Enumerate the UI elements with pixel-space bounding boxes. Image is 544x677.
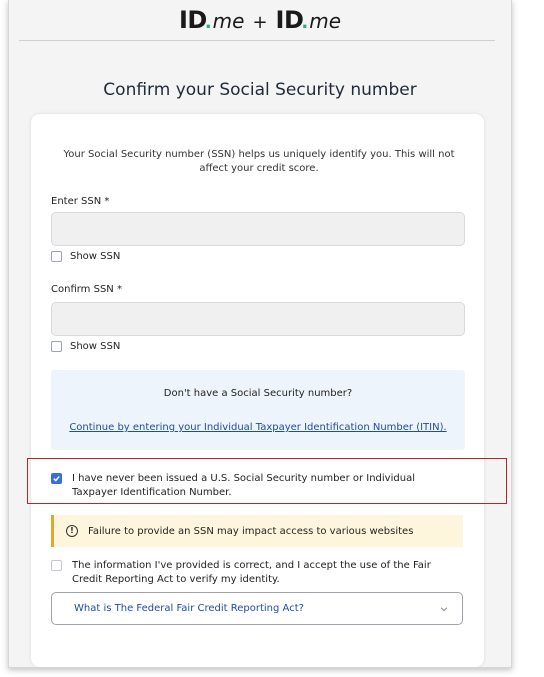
info-icon: !: [66, 525, 78, 537]
logo-right-dot: .: [301, 12, 309, 33]
show-ssn-label-1: Show SSN: [70, 251, 121, 262]
confirm-ssn-label: Confirm SSN *: [51, 284, 122, 295]
itin-panel: [51, 370, 465, 450]
itin-link[interactable]: Continue by entering your Individual Taxpayer Identification Number (ITIN).: [69, 422, 447, 433]
ssn-warning: [51, 515, 463, 547]
header-bar: [9, 0, 511, 40]
logo-left-dot: .: [204, 12, 212, 33]
never-issued-label: I have never been issued a U.S. Social Security number or Individual Taxpayer Identification Number.: [72, 473, 415, 498]
show-ssn-label-2: Show SSN: [70, 341, 121, 352]
chevron-down-icon: [440, 605, 448, 613]
fcra-consent-checkbox[interactable]: [51, 560, 62, 571]
logo-right-text: ID: [275, 6, 304, 34]
fcra-accordion[interactable]: [51, 592, 463, 625]
no-ssn-question: Don't have a Social Security number?: [163, 388, 353, 399]
accordion-label: What is The Federal Fair Credit Reporting Act?: [74, 603, 304, 614]
show-ssn-checkbox-1[interactable]: [51, 251, 62, 262]
show-ssn-row-2[interactable]: [51, 341, 120, 352]
logo-plus: +: [252, 12, 268, 33]
logo-left-text: ID: [178, 6, 207, 34]
form-card: [31, 114, 484, 667]
ssn-label: Enter SSN *: [51, 196, 110, 207]
fcra-consent-label: The information I've provided is correct, and I accept the use of the Fair Credit Reporting Act to verify my identity.: [72, 560, 431, 585]
logo-group: [9, 6, 511, 34]
fcra-consent-row[interactable]: [51, 559, 463, 587]
idme-logo-right: [276, 6, 342, 34]
header-divider: [19, 40, 495, 41]
logo-left-suffix: me: [212, 9, 245, 33]
warning-text: Failure to provide an SSN may impact access to various websites: [88, 525, 414, 537]
browser-frame: [8, 0, 512, 668]
highlight-box: [27, 458, 507, 504]
intro-text: Your Social Security number (SSN) helps us uniquely identify you. This will not affect your credit score.: [63, 149, 455, 174]
page-title: Confirm your Social Security number: [103, 80, 417, 100]
show-ssn-checkbox-2[interactable]: [51, 341, 62, 352]
show-ssn-row-1[interactable]: [51, 251, 120, 262]
ssn-input[interactable]: [51, 212, 465, 246]
logo-right-suffix: me: [309, 9, 342, 33]
confirm-ssn-input[interactable]: [51, 302, 465, 336]
idme-logo-left: [179, 6, 245, 34]
